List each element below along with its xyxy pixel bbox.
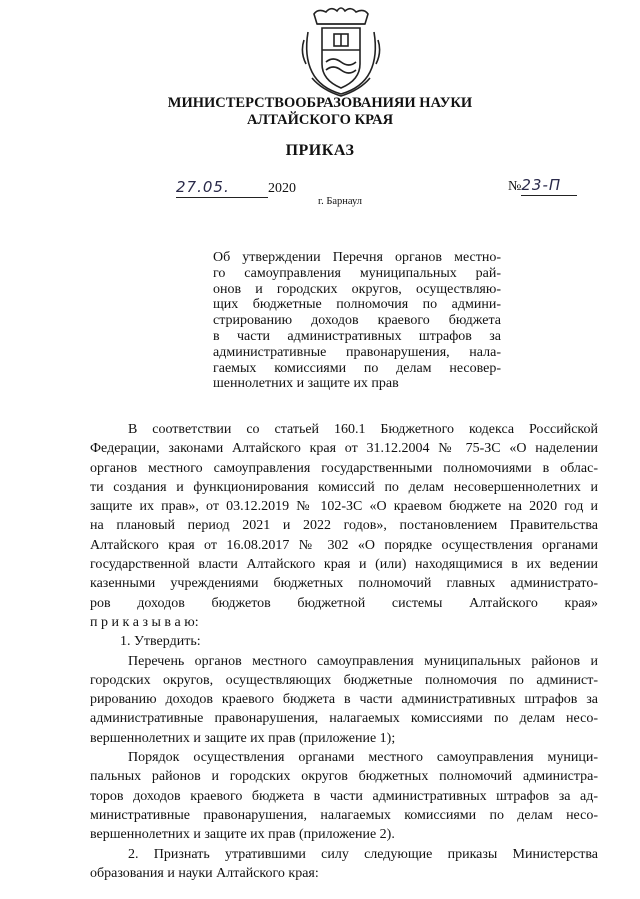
subject-line: гаемых комиссиями по делам несовер- bbox=[213, 360, 501, 376]
order-date bbox=[176, 178, 296, 198]
number-handwritten: 23-П bbox=[521, 176, 562, 194]
list-1-line: административные правонарушения, налагаемых комиссиями по делам несо- bbox=[90, 711, 598, 727]
subject-line: стрированию доходов краевого бюджета bbox=[213, 313, 501, 329]
preamble-line: Федерации, законами Алтайского края от 31.12.2004 № 75-ЗС «О наделении bbox=[90, 441, 598, 457]
preamble-paragraph bbox=[90, 420, 598, 632]
procedure-line: вершеннолетних и защите их прав (приложение 2). bbox=[90, 827, 395, 843]
procedure-line: министративные правонарушения, налагаемых комиссиями по делам несо- bbox=[90, 807, 598, 823]
order-body bbox=[90, 420, 598, 883]
altai-krai-coat-of-arms-icon bbox=[298, 6, 384, 98]
preamble-line: ти создания и функционирования комиссий по делам несовершеннолетних и bbox=[90, 479, 598, 495]
preamble-line: государственной власти Алтайского края и (или) находящимися в их ведении bbox=[90, 557, 598, 573]
procedure-line: торов доходов краевого бюджета в части административных штрафов за ад- bbox=[90, 788, 598, 804]
list-1-line: Перечень органов местного самоуправления муниципальных районов и bbox=[128, 653, 598, 669]
date-year: 2020 bbox=[268, 181, 296, 196]
item-2-paragraph bbox=[90, 845, 598, 884]
subject-line: административные правонарушения, нала- bbox=[213, 344, 501, 360]
order-subject bbox=[213, 250, 501, 392]
ministry-name-line1: МИНИСТЕРСТВООБРАЗОВАНИЯИ НАУКИ bbox=[167, 95, 473, 111]
preamble-line: на плановый период 2021 и 2022 годов», постановлением Правительства bbox=[90, 518, 598, 534]
list-1-line: вершеннолетних и защите их прав (приложение 1); bbox=[90, 730, 396, 746]
preamble-line: В соответствии со статьей 160.1 Бюджетного кодекса Российской bbox=[128, 422, 598, 437]
preamble-line: п р и к а з ы в а ю: bbox=[90, 614, 199, 630]
order-procedure-paragraph bbox=[90, 748, 598, 844]
procedure-line: пальных районов и городских округов бюджетных полномочий администра- bbox=[90, 769, 598, 785]
ministry-name-line2: АЛТАЙСКОГО КРАЯ bbox=[246, 112, 394, 128]
subject-line: шеннолетних и защите их прав bbox=[213, 376, 399, 392]
item-2-line: образования и науки Алтайского края: bbox=[90, 865, 319, 881]
preamble-line: защите их прав», от 03.12.2019 № 102-ЗС «О краевом бюджете на 2020 год и bbox=[90, 499, 598, 515]
list-1-line: городских округов, осуществляющих бюджетные полномочия по админист- bbox=[90, 672, 598, 688]
subject-line: Об утверждении Перечня органов местно- bbox=[213, 250, 501, 265]
subject-line: щих бюджетные полномочия по админи- bbox=[213, 297, 501, 313]
list-1-line: рированию доходов краевого бюджета в части административных штрафов за bbox=[90, 692, 598, 708]
order-number bbox=[508, 176, 577, 196]
subject-line: онов и городских округов, осуществляю- bbox=[213, 281, 501, 297]
list-1-paragraph bbox=[90, 652, 598, 748]
number-prefix: № bbox=[508, 179, 522, 194]
preamble-line: казенными учреждениями бюджетных полномочий главных администрато- bbox=[90, 576, 598, 592]
item-1-heading: 1. Утвердить: bbox=[120, 634, 201, 650]
preamble-line: Алтайского края от 16.08.2017 № 302 «О порядке осуществления органами bbox=[90, 537, 598, 553]
preamble-line: ров доходов бюджетов бюджетной системы Алтайского края» bbox=[90, 595, 598, 611]
document-type: ПРИКАЗ bbox=[285, 142, 355, 159]
procedure-line: Порядок осуществления органами местного самоуправления муници- bbox=[128, 750, 598, 766]
item-2-line: 2. Признать утратившими силу следующие приказы Министерства bbox=[128, 846, 598, 862]
city-name: г. Барнаул bbox=[317, 196, 363, 207]
preamble-line: органов местного самоуправления государственными полномочиями в облас- bbox=[90, 460, 598, 476]
subject-line: в части административных штрафов за bbox=[213, 328, 501, 344]
subject-line: го самоуправления муниципальных рай- bbox=[213, 265, 501, 281]
date-handwritten: 27.05. bbox=[176, 178, 230, 196]
